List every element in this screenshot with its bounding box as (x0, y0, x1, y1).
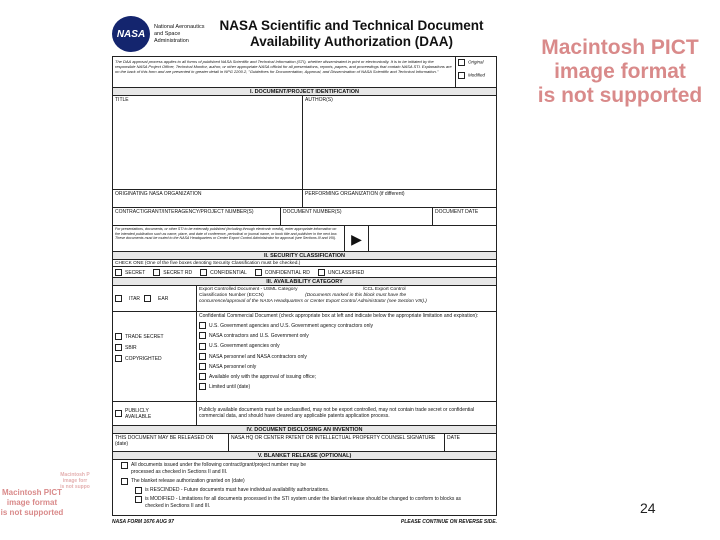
publication-note: For presentations, documents, or other STI to be externally published (including through electronic media), enter appropriate information on the intended publication such as name, place, and date of conference, periodical or journal name, or book title and publisher in the next box. These documents must be routed to the NASA Headquarters or Center Export Control Administrator for approval (see Sections III and VIII). (113, 226, 345, 251)
contract-row (112, 208, 497, 226)
public-checkbox[interactable] (115, 410, 122, 417)
placeholder-line: is not supported (537, 84, 703, 107)
checkbox[interactable] (115, 269, 122, 276)
checkbox[interactable] (135, 496, 142, 503)
authors-field[interactable]: AUTHOR(S) (305, 97, 333, 103)
ccd-row (112, 312, 497, 402)
original-option[interactable] (458, 59, 494, 66)
security-instruction: CHECK ONE (One of the five boxes denoting Security Classification must be checked.) (112, 260, 497, 267)
limit-option[interactable] (199, 382, 494, 392)
performing-org-field[interactable]: PERFORMING ORGANIZATION (if different) (305, 191, 405, 197)
checkbox[interactable] (318, 269, 325, 276)
placeholder-line: Macintosh P (60, 472, 90, 478)
page-number: 24 (640, 500, 656, 516)
checkbox[interactable] (200, 269, 207, 276)
checkbox[interactable] (121, 478, 128, 485)
option-label: Limited until (date) (209, 384, 251, 391)
checkbox[interactable] (115, 344, 122, 351)
public-row (112, 402, 497, 426)
option-label: SECRET (125, 269, 146, 276)
placeholder-line: image format (6, 498, 58, 507)
blanket-option[interactable] (121, 462, 494, 475)
placeholder-line: Macintosh PICT (1, 488, 62, 497)
blanket-options (113, 460, 496, 515)
section-4-heading: IV. DOCUMENT DISCLOSING AN INVENTION (112, 426, 497, 434)
checkbox[interactable] (199, 332, 206, 339)
ccd-heading: Confidential Commercial Document (check appropriate box at left and indicate below the appropriate limitation and expiration): (199, 313, 479, 319)
checkbox[interactable] (135, 487, 142, 494)
option-label: Available only with the approval of issuing office; (209, 374, 317, 381)
public-label: PUBLICLY AVAILABLE (125, 407, 152, 420)
option-label: NASA personnel only (209, 363, 257, 370)
limit-option[interactable] (199, 362, 494, 372)
export-ccl: /CCL Export Control (362, 287, 406, 292)
title-field[interactable]: TITLE (113, 96, 303, 189)
blanket-option[interactable] (121, 478, 494, 485)
continue-note: PLEASE CONTINUE ON REVERSE SIDE. (400, 519, 497, 525)
form-header (112, 12, 497, 56)
export-type (113, 286, 197, 311)
form-footer (112, 519, 497, 525)
checkbox[interactable] (199, 322, 206, 329)
export-note: (Documents marked in this block must have the (305, 293, 407, 298)
org-row (112, 190, 497, 208)
checkbox[interactable] (115, 355, 122, 362)
option-label: All documents issued under the following contract/grant/project number may be processed as checked in Sections II and III. (131, 462, 307, 475)
blanket-option[interactable] (135, 496, 494, 509)
public-option[interactable] (113, 402, 197, 425)
option-label: UNCLASSIFIED (327, 269, 365, 276)
modified-option[interactable] (458, 72, 494, 79)
modified-label: Modified (468, 72, 486, 78)
limit-option[interactable] (199, 372, 494, 382)
export-eccn: Classification Number (ECCN) (199, 293, 264, 298)
section-1-heading: I. DOCUMENT/PROJECT IDENTIFICATION (112, 88, 497, 96)
originating-org-field[interactable]: ORIGINATING NASA ORGANIZATION (113, 190, 303, 207)
export-text (197, 286, 496, 311)
itar-checkbox[interactable] (115, 295, 122, 302)
ccd-types (113, 312, 197, 401)
checkbox[interactable] (153, 269, 160, 276)
invention-row (112, 434, 497, 452)
public-text: Publicly available documents must be unclassified, may not be export controlled, may not contain trade secret or confidential commercial data, and should have cleared any applicable patents application process. (199, 407, 475, 419)
limit-option[interactable] (199, 321, 494, 331)
title-line-1: NASA Scientific and Technical Document (219, 18, 484, 33)
option-label: is MODIFIED - Limitations for all documents processed in the STI system under the blanket release should be changed to conform to blocks as checked in Sections II and III. (145, 496, 461, 509)
ccd-limits (197, 312, 496, 401)
checkbox[interactable] (121, 462, 128, 469)
option-label: CONFIDENTIAL (210, 269, 247, 276)
limit-option[interactable] (199, 352, 494, 362)
ear-checkbox[interactable] (144, 295, 151, 302)
security-option-confidential-rd[interactable] (255, 269, 310, 276)
nasa-logo-icon: NASA (112, 16, 150, 52)
sbir-option[interactable] (115, 343, 194, 354)
security-option-confidential[interactable] (200, 269, 247, 276)
checkbox[interactable] (115, 333, 122, 340)
intro-block (112, 56, 497, 88)
option-label: COPYRIGHTED (125, 356, 162, 362)
form-id: NASA FORM 1676 AUG 97 (112, 519, 174, 525)
title-line-2: Availability Authorization (DAA) (249, 34, 453, 49)
intro-text: The DAA approval process applies to all forms of published NASA Scientific and Technical Information (STI), whether disseminated in print or electronically. It is to be initiated by the responsible NASA Project Officer, Technical Monitor, author, or other appropriate NASA official for all presentations, reports, papers, and proceedings that contain NASA STI. Explanations are on the back of this form and are presented in greater detail in NPG 2200.2, "Guidelines for Documentation, Approval, and Dissemination of NASA Scientific and Technical Information." (113, 57, 456, 87)
checkbox[interactable] (199, 383, 206, 390)
security-option-secret-rd[interactable] (153, 269, 192, 276)
option-label: U.S. Government agencies and U.S. Government agency contractors only (209, 323, 373, 329)
document-date-field[interactable]: DOCUMENT DATE (435, 209, 479, 215)
unsupported-image-placeholder-small (0, 488, 64, 518)
version-options (456, 57, 496, 87)
title-authors-row (112, 96, 497, 190)
export-category: Export Controlled Document - USML Category (199, 287, 298, 292)
original-label: Original (468, 59, 484, 65)
form-title (206, 18, 497, 50)
agency-name: National Aeronautics and Space Administration (154, 23, 205, 44)
unsupported-image-placeholder (520, 36, 720, 108)
option-label: NASA contractors and U.S. Government only (209, 333, 309, 340)
option-label: NASA personnel and NASA contractors only (209, 353, 307, 360)
checkbox[interactable] (255, 269, 262, 276)
copyrighted-option[interactable] (115, 354, 194, 365)
option-label: TRADE SECRET (125, 334, 164, 340)
section-5-heading: V. BLANKET RELEASE (OPTIONAL) (112, 452, 497, 460)
option-label: SBIR (125, 345, 137, 351)
invention-date-field[interactable]: DATE (447, 435, 460, 441)
limit-option[interactable] (199, 341, 494, 351)
trade-secret-option[interactable] (115, 332, 194, 343)
contract-field[interactable]: CONTRACT/GRANT/INTERAGENCY/PROJECT NUMBER(S) (113, 208, 281, 225)
daa-form (112, 12, 497, 524)
publication-row (112, 226, 497, 252)
original-checkbox[interactable] (458, 59, 465, 66)
option-label: is RESCINDED - Future documents must have individual availability authorizations. (145, 487, 330, 493)
checkbox[interactable] (199, 363, 206, 370)
blanket-release (112, 460, 497, 516)
document-number-field[interactable]: DOCUMENT NUMBER(S) (281, 208, 433, 225)
checkbox[interactable] (199, 373, 206, 380)
checkbox[interactable] (199, 343, 206, 350)
checkbox[interactable] (199, 353, 206, 360)
placeholder-line: Macintosh PICT (541, 36, 699, 59)
arrow-right-icon: ▶ (345, 226, 369, 251)
release-date-field[interactable]: THIS DOCUMENT MAY BE RELEASED ON (date) (113, 434, 229, 451)
ear-label: EAR (158, 295, 169, 302)
limit-option[interactable] (199, 331, 494, 341)
option-label: CONFIDENTIAL RD (264, 269, 310, 276)
blanket-option[interactable] (135, 487, 494, 494)
publication-field[interactable] (369, 226, 496, 251)
security-options (112, 267, 497, 278)
section-2-heading: II. SECURITY CLASSIFICATION (112, 252, 497, 260)
export-line-3: concurrence/approval of the NASA Headquarters or Center Export Control Administrator (see Section VIII).) (199, 299, 427, 304)
security-option-secret[interactable] (115, 269, 145, 276)
placeholder-line: image forr (62, 478, 88, 484)
modified-checkbox[interactable] (458, 72, 465, 79)
patent-signature-field[interactable]: NASA HQ OR CENTER PATENT OR INTELLECTUAL PROPERTY COUNSEL SIGNATURE (229, 434, 445, 451)
placeholder-line: is not supported (0, 508, 64, 517)
export-row (112, 286, 497, 312)
itar-label: ITAR (129, 295, 141, 302)
option-label: SECRET RD (163, 269, 193, 276)
section-3-heading: III. AVAILABILITY CATEGORY (112, 278, 497, 286)
security-option-unclassified[interactable] (318, 269, 364, 276)
placeholder-line: image format (554, 60, 686, 83)
option-label: The blanket release authorization granted on (date) (131, 478, 245, 484)
placeholder-line: is not suppo (60, 484, 90, 490)
option-label: U.S. Government agencies only (209, 343, 280, 350)
